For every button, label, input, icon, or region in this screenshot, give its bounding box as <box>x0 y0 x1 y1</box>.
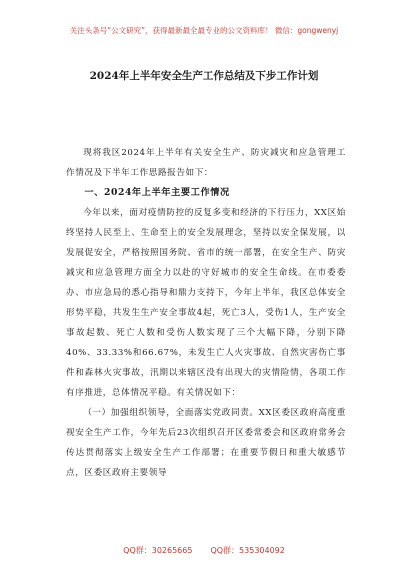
qq-group-2: QQ群：535304092 <box>210 546 285 555</box>
promo-banner: 关注头条号“公文研究”，获得最新最全最专业的公文资料库！ 微信：gongwenyj <box>69 26 339 35</box>
section-heading-1: 一、2024年上半年主要工作情况 <box>84 187 230 198</box>
subsection-1-paragraph <box>66 403 346 483</box>
document-title: 2024年上半年安全生产工作总结及下步工作计划 <box>89 70 319 82</box>
subsection-1-text: XX区委区政府高度重视安全生产工作，今年先后23次组织召开区委常委会和区政府常务会传达贯彻落实上级安全生产工作部署；在重要节假日和重大敏感节点，区委区政府主要领导 <box>66 408 346 478</box>
qq-footer <box>0 545 408 556</box>
section-1-paragraph: 今年以来，面对疫情防控的反复多变和经济的下行压力，XX区始终坚持人民至上、生命至上的安全发展理念，坚持以安全保发展，以发展促安全，严格按照国务院、省市的统一部署，在安全生产、防灾减灾和应急管理方面全力以赴的守好城市的安全生命线。在市委委办、市应急局的悉心指导和鼎力支持下，今年上半年，我区总体安全形势平稳，共发生生产安全事故4起，死亡3人，受伤1人，生产安全事故起数、死亡人数和受伤人数实现了三个大幅下降，分别下降40%、33.33%和66.67%，未发生亡人火灾事故、自然灾害伤亡事件和森林火灾事故，汛期以来辖区没有出现大的灾情险情，各项工作有序推进，总体情况平稳。有关情况如下： <box>66 208 346 398</box>
subsection-heading-1: （一）加强组织领导，全面落实党政同责。 <box>83 408 259 418</box>
qq-group-1: QQ群：30265665 <box>123 546 193 555</box>
intro-paragraph: 现将我区2024年上半年有关安全生产、防灾减灾和应急管理工作情况及下半年工作思路报告如下： <box>66 148 346 178</box>
document-body <box>66 143 346 483</box>
